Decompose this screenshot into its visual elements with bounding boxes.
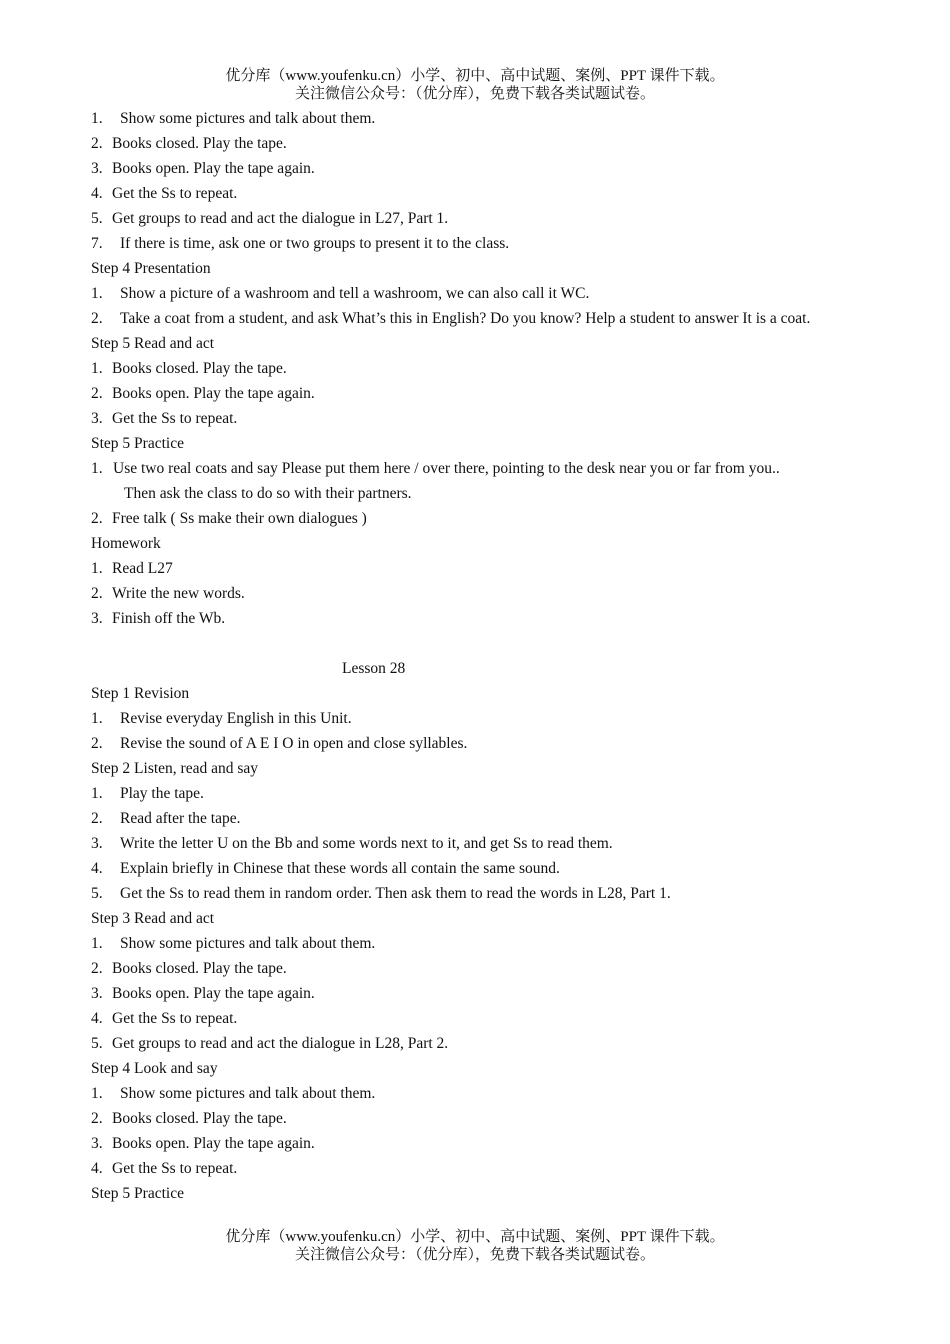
list-item: 4. Explain briefly in Chinese that these words all contain the same sound. (91, 860, 560, 877)
list-item: 1. Show some pictures and talk about them. (91, 110, 376, 127)
step-heading: Step 4 Look and say (91, 1060, 218, 1077)
list-item: 1. Play the tape. (91, 785, 204, 802)
homework-heading: Homework (91, 535, 161, 552)
list-item: 1. Show some pictures and talk about them. (91, 1085, 376, 1102)
list-item: 3. Finish off the Wb. (91, 610, 226, 627)
list-item: 3. Books open. Play the tape again. (91, 160, 315, 177)
lesson-title: Lesson 28 (342, 660, 406, 677)
list-item: 4. Get the Ss to repeat. (91, 1160, 238, 1177)
list-item: 2. Books open. Play the tape again. (91, 385, 315, 402)
header-line-2: 关注微信公众号：（优分库），免费下载各类试题试卷。 (294, 86, 655, 102)
list-item: 1. Show a picture of a washroom and tell a washroom, we can also call it WC. (91, 285, 590, 302)
list-item: 2. Revise the sound of A E I O in open and close syllables. (91, 735, 468, 752)
list-item: 1. Revise everyday English in this Unit. (91, 710, 352, 727)
list-item: 5. Get groups to read and act the dialogue in L28, Part 2. (91, 1035, 449, 1052)
list-item: 3. Get the Ss to repeat. (91, 410, 238, 427)
step-heading: Step 3 Read and act (91, 910, 215, 927)
document-body (91, 106, 857, 1206)
list-item: 1. Use two real coats and say Please put them here / over there, pointing to the desk near you or far from you.. Then ask the class to do so with their partners. (91, 460, 780, 502)
list-item: 2. Books closed. Play the tape. (91, 1110, 287, 1127)
footer-line-2: 关注微信公众号：（优分库），免费下载各类试题试卷。 (294, 1247, 655, 1263)
footer-line-1: 优分库（www.youfenku.cn）小学、初中、高中试题、案例、PPT 课件下载。 (225, 1229, 725, 1245)
list-item: 1. Books closed. Play the tape. (91, 360, 287, 377)
blank-line (91, 631, 857, 656)
list-item: 2. Read after the tape. (91, 810, 241, 827)
list-item: 7. If there is time, ask one or two groups to present it to the class. (91, 235, 510, 252)
list-item: 3. Books open. Play the tape again. (91, 985, 315, 1002)
list-item: 5. Get the Ss to read them in random order. Then ask them to read the words in L28, Part 1. (91, 885, 671, 902)
step-heading: Step 5 Practice (91, 1185, 184, 1202)
step-heading: Step 4 Presentation (91, 260, 211, 277)
list-item: 1. Show some pictures and talk about them. (91, 935, 376, 952)
list-item: 2. Books closed. Play the tape. (91, 135, 287, 152)
list-item: 4. Get the Ss to repeat. (91, 1010, 238, 1027)
step-heading: Step 1 Revision (91, 685, 190, 702)
list-item: 1. Read L27 (91, 560, 173, 577)
list-item: 5. Get groups to read and act the dialogue in L27, Part 1. (91, 210, 449, 227)
list-item: 2. Books closed. Play the tape. (91, 960, 287, 977)
list-item: 2. Free talk ( Ss make their own dialogues ) (91, 510, 367, 527)
list-item: 3. Books open. Play the tape again. (91, 1135, 315, 1152)
step-heading: Step 5 Read and act (91, 335, 215, 352)
step-heading: Step 2 Listen, read and say (91, 760, 259, 777)
list-item: 2. Take a coat from a student, and ask What’s this in English? Do you know? Help a student to answer It is a coat. (91, 310, 811, 327)
page-footer (0, 1228, 950, 1264)
list-item: 4. Get the Ss to repeat. (91, 185, 238, 202)
header-line-1: 优分库（www.youfenku.cn）小学、初中、高中试题、案例、PPT 课件下载。 (225, 68, 725, 84)
list-item: 3. Write the letter U on the Bb and some words next to it, and get Ss to read them. (91, 835, 613, 852)
step-heading: Step 5 Practice (91, 435, 184, 452)
list-item: 2. Write the new words. (91, 585, 245, 602)
page-header (0, 67, 950, 103)
